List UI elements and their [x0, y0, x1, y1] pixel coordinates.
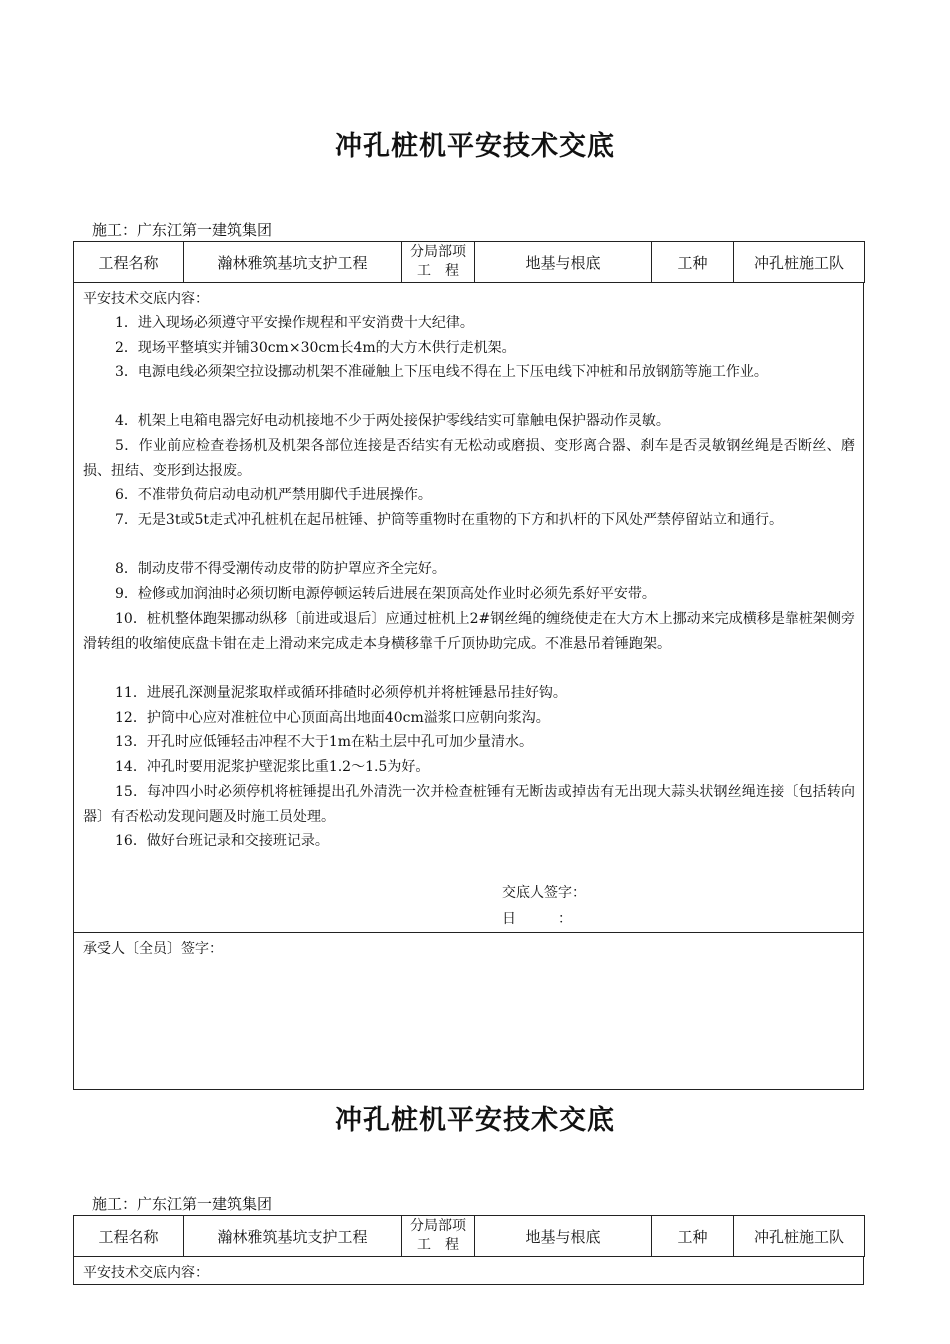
list-item: 3．电源电线必须架空拉设挪动机架不准碰触上下压电线不得在上下压电线下冲桩和吊放钢筋等施工作业。: [115, 364, 768, 380]
trade-label: 工种: [652, 1216, 734, 1257]
trade-label: 工种: [652, 242, 734, 283]
receiver-label: 承受人〔全员〕签字：: [83, 941, 223, 957]
trade-value: 冲孔桩施工队: [734, 242, 865, 283]
signature-block: [502, 880, 586, 932]
division-label: 分局部项 工 程: [402, 1216, 475, 1257]
list-item: 4．机架上电箱电器完好电动机接地不少于两处接保护零线结实可靠触电保护器动作灵敏。: [115, 413, 670, 429]
division-label: 分局部项 工 程: [402, 242, 475, 283]
page2-header-table: [73, 1215, 865, 1257]
receiver-box: [73, 932, 864, 1090]
construction-company: 施工：广东江第一建筑集团: [92, 221, 273, 239]
page2-construction-company: 施工：广东江第一建筑集团: [92, 1195, 273, 1213]
project-name-label: 工程名称: [74, 242, 184, 283]
content-label: 平安技术交底内容：: [83, 291, 209, 307]
list-item: 11．进展孔深测量泥浆取样或循环排碴时必须停机并将桩锤悬吊挂好钩。: [115, 685, 567, 701]
list-item: 5．作业前应检查卷扬机及机架各部位连接是否结实有无松动或磨损、变形离合器、刹车是否灵敏钢丝绳是否断丝、磨损、扭结、变形到达报废。: [83, 438, 855, 479]
list-item: 6．不准带负荷启动电动机严禁用脚代手进展操作。: [115, 487, 432, 503]
list-item: 16．做好台班记录和交接班记录。: [115, 833, 329, 849]
header-table: [73, 241, 865, 283]
list-item: 7．无是3t或5t走式冲孔桩机在起吊桩锤、护筒等重物时在重物的下方和扒杆的下风处严禁停留站立和通行。: [115, 512, 783, 528]
list-item: 13．开孔时应低锤轻击冲程不大于1m在粘土层中孔可加少量清水。: [115, 734, 533, 750]
page-title: 冲孔桩机平安技术交底: [335, 131, 615, 162]
page2-content-label: 平安技术交底内容：: [83, 1265, 209, 1281]
project-name-value: 瀚林雅筑基坑支护工程: [184, 1216, 402, 1257]
page2-content-box: [73, 1257, 864, 1285]
list-item: 9．检修或加润油时必须切断电源停顿运转后进展在架顶高处作业时必须先系好平安带。: [115, 586, 656, 602]
content-box: [73, 283, 864, 933]
division-value: 地基与根底: [475, 1216, 652, 1257]
list-item: 12．护筒中心应对准桩位中心顶面高出地面40cm溢浆口应朝向浆沟。: [115, 710, 550, 726]
page2-title: 冲孔桩机平安技术交底: [335, 1105, 615, 1136]
date-label: 日 ：: [502, 911, 572, 927]
list-item: 2．现场平整填实并铺30cm×30cm长4m的大方木供行走机架。: [115, 340, 516, 356]
division-value: 地基与根底: [475, 242, 652, 283]
list-item: 8．制动皮带不得受潮传动皮带的防护罩应齐全完好。: [115, 561, 446, 577]
project-name-label: 工程名称: [74, 1216, 184, 1257]
signature-label: 交底人签字：: [502, 885, 586, 901]
list-item: 14．冲孔时要用泥浆护壁泥浆比重1.2～1.5为好。: [115, 759, 430, 775]
list-item: 10．桩机整体跑架挪动纵移〔前进或退后〕应通过桩机上2#钢丝绳的缠绕使走在大方木上挪动来完成横移是靠桩架侧旁滑转组的收缩使底盘卡钳在走上滑动来完成走本身横移靠千斤顶协助完成。不准悬吊着锤跑架。: [83, 611, 855, 652]
project-name-value: 瀚林雅筑基坑支护工程: [184, 242, 402, 283]
trade-value: 冲孔桩施工队: [734, 1216, 865, 1257]
list-item: 1．进入现场必须遵守平安操作规程和平安消费十大纪律。: [115, 315, 474, 331]
list-item: 15．每冲四小时必须停机将桩锤提出孔外清洗一次并检查桩锤有无断齿或掉齿有无出现大蒜头状钢丝绳连接〔包括转向器〕有否松动发现问题及时施工员处理。: [83, 784, 855, 825]
